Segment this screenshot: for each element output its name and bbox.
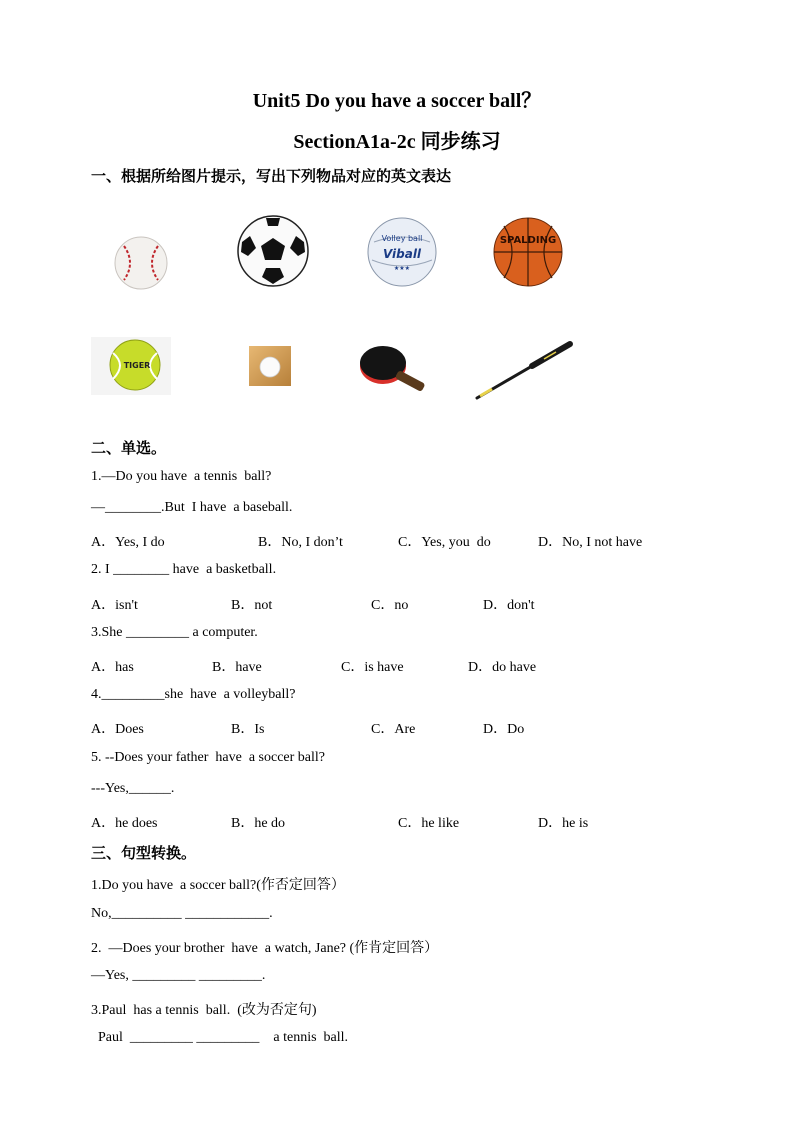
volleyball-label: Volley ball xyxy=(381,234,423,243)
option-b: B．he do xyxy=(231,816,286,831)
exercise-line: 1.Do you have a soccer ball?(作否定回答） xyxy=(91,878,345,893)
page-title: Unit5 Do you have a soccer ball？ xyxy=(252,90,542,112)
option-d: D．don't xyxy=(483,598,535,613)
option-c: C．Are xyxy=(371,722,416,737)
volleyball-brand: Viball xyxy=(382,247,422,261)
option-d: D．No, I not have xyxy=(538,535,643,550)
page-subtitle: SectionA1a-2c 同步练习 xyxy=(293,131,501,153)
section-2-heading: 二、单选。 xyxy=(91,441,167,457)
option-b: B．No, I don’t xyxy=(258,535,343,550)
basketball-brand: SPALDING xyxy=(499,235,557,246)
question-line: 5. --Does your father have a soccer ball? xyxy=(91,750,326,765)
baseball-image xyxy=(112,234,170,292)
option-a: A．he does xyxy=(91,816,158,831)
option-a: A．has xyxy=(91,660,134,675)
option-d: D．Do xyxy=(483,722,525,737)
exercise-line: —Yes, _________ _________. xyxy=(91,968,266,983)
ping-pong-paddle-image xyxy=(359,344,431,394)
exercise-line: 2. —Does your brother have a watch, Jane? (作肯定回答） xyxy=(91,941,439,956)
baseball-bat-image xyxy=(472,338,576,404)
question-line: 4._________she have a volleyball? xyxy=(91,687,296,702)
option-d: D．do have xyxy=(468,660,537,675)
option-c: C．no xyxy=(371,598,409,613)
option-a: A．Yes, I do xyxy=(91,535,165,550)
option-b: B．have xyxy=(212,660,262,675)
tennis-brand: TIGER xyxy=(123,361,151,370)
ping-pong-ball-image xyxy=(249,346,291,386)
basketball-image xyxy=(492,216,564,288)
volleyball-image xyxy=(366,216,438,288)
svg-text:★★★: ★★★ xyxy=(393,265,411,272)
exercise-line: 3.Paul has a tennis ball. (改为否定句) xyxy=(91,1003,317,1018)
option-c: C．Yes, you do xyxy=(398,535,491,550)
option-b: B．Is xyxy=(231,722,265,737)
option-d: D．he is xyxy=(538,816,589,831)
section-1-heading: 一、根据所给图片提示，写出下列物品对应的英文表达 xyxy=(91,169,452,185)
exercise-line: Paul _________ _________ a tennis ball. xyxy=(91,1030,349,1045)
option-a: A．Does xyxy=(91,722,144,737)
option-b: B．not xyxy=(231,598,273,613)
tennis-ball-image xyxy=(91,337,171,395)
question-line: ---Yes,______. xyxy=(91,781,175,796)
exercise-line: No,__________ ____________. xyxy=(91,906,273,921)
question-line: —________.But I have a baseball. xyxy=(91,500,293,515)
section-3-heading: 三、句型转换。 xyxy=(91,846,197,862)
option-c: C．is have xyxy=(341,660,404,675)
soccer-ball-image xyxy=(236,214,310,288)
question-line: 2. I ________ have a basketball. xyxy=(91,562,277,577)
option-a: A．isn't xyxy=(91,598,138,613)
option-c: C．he like xyxy=(398,816,460,831)
question-line: 3.She _________ a computer. xyxy=(91,625,258,640)
question-line: 1.—Do you have a tennis ball? xyxy=(91,469,272,484)
